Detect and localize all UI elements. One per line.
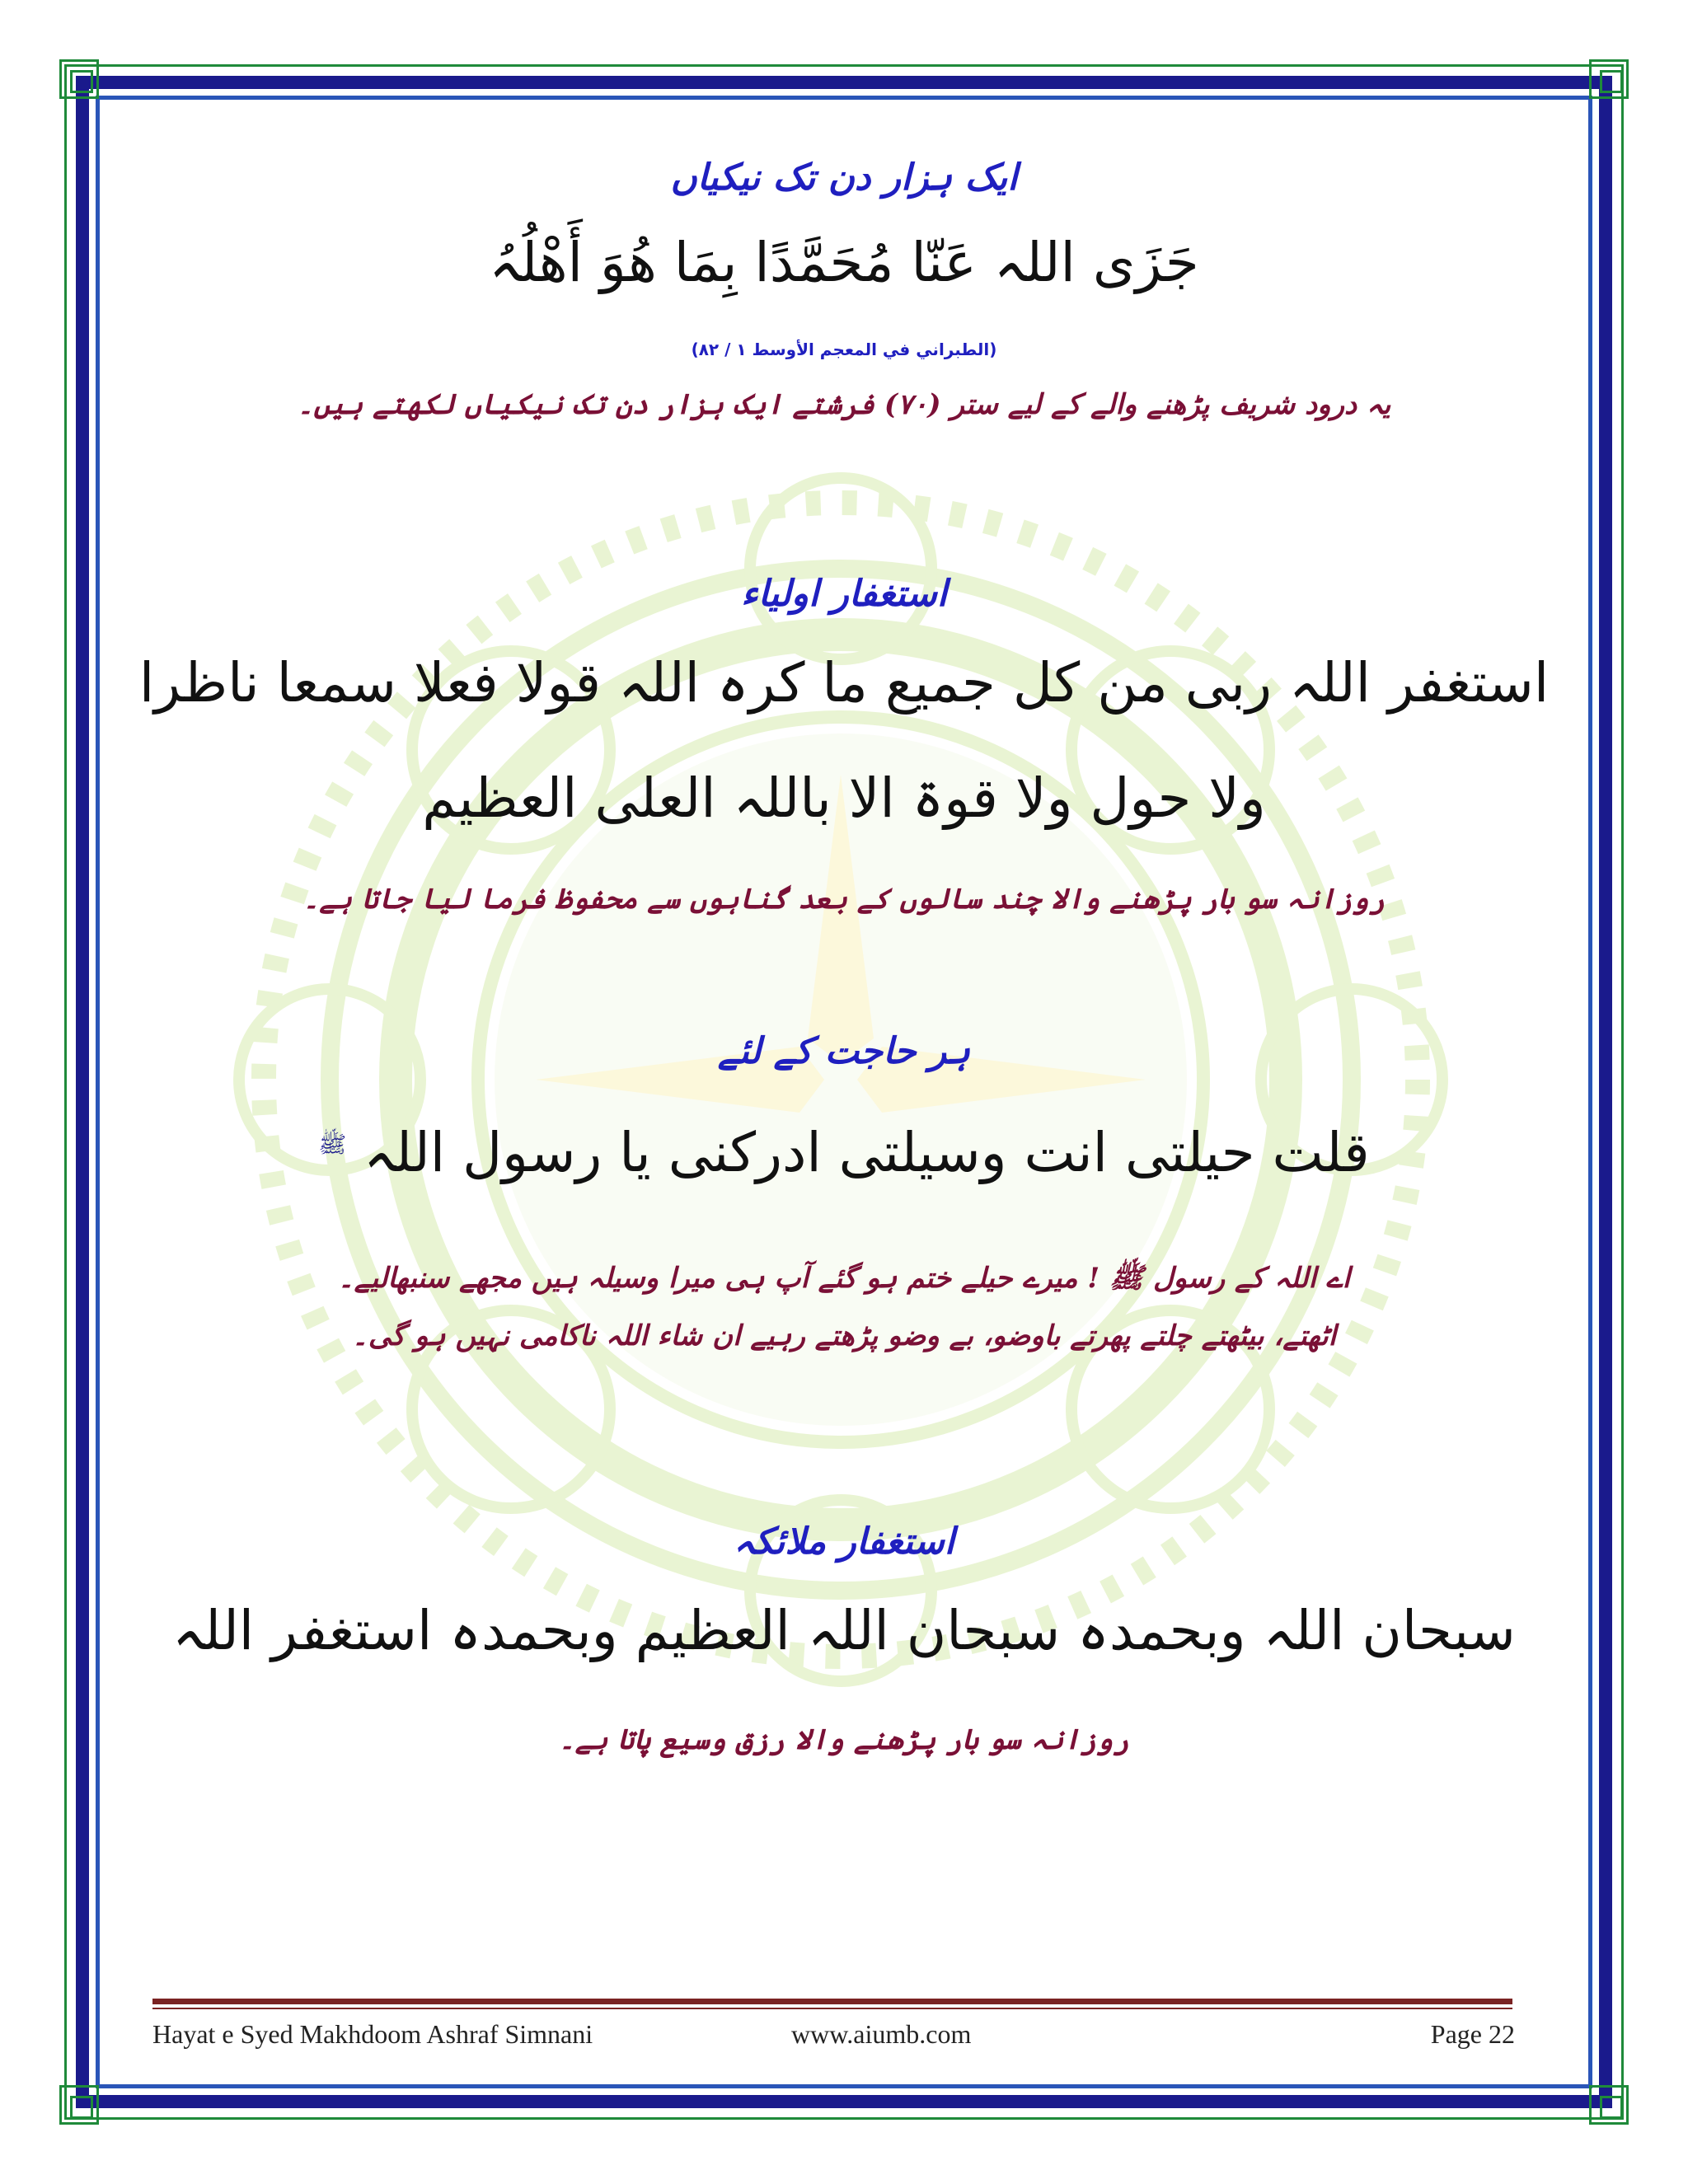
urdu-text-4: روزانہ سو بار پڑھنے والا رزق وسیع پاتا ہے۔ xyxy=(558,1723,1130,1756)
urdu-text-2: روزانہ سو بار پڑھنے والا چند سالوں کے بعد گناہوں سے محفوظ فرما لیا جاتا ہے۔ xyxy=(302,883,1386,916)
arabic-text-3-body: قلت حیلتی انت وسیلتی ادرکنی یا رسول اللہ xyxy=(363,1121,1370,1184)
page-content xyxy=(115,115,1573,2011)
arabic-text-2-line1: استغفر اللہ ربی من کل جمیع ما کرہ اللہ قولا فعلا سمعا ناظرا xyxy=(138,651,1550,715)
arabic-text-2-line2: ولا حول ولا قوۃ الا باللہ العلی العظیم xyxy=(422,766,1266,830)
honorific-glyph: ﷺ xyxy=(318,1131,347,1158)
footer-page-number: Page 22 xyxy=(1430,2019,1515,2049)
arabic-text-4: سبحان اللہ وبحمدہ سبحان اللہ العظیم وبحمدہ استغفر اللہ xyxy=(172,1599,1516,1662)
urdu-text-3-line2: اٹھتے، بیٹھتے چلتے پھرتے باوضو، بے وضو پڑھتے رہیے ان شاء اللہ ناکامی نہیں ہو گی۔ xyxy=(351,1319,1337,1352)
arabic-text-3 xyxy=(115,1121,1573,1184)
section-heading-1: ایک ہزار دن تک نیکیاں xyxy=(670,157,1018,199)
footer-website[interactable]: www.aiumb.com xyxy=(791,2019,972,2049)
footer-rule-thin xyxy=(152,2008,1512,2009)
corner-ornament-bottom-left xyxy=(59,2085,99,2125)
section-heading-3: ہر حاجت کے لئے xyxy=(717,1030,971,1072)
urdu-text-3-line1: اے اللہ کے رسول ﷺ ! میرے حیلے ختم ہو گئے آپ ہی میرا وسیلہ ہیں مجھے سنبھالیے۔ xyxy=(337,1262,1351,1295)
urdu-text-1: یہ درود شریف پڑھنے والے کے لیے ستر (۷۰) فرشتے ایک ہزار دن تک نیکیاں لکھتے ہیں۔ xyxy=(297,388,1391,421)
corner-ornament-bottom-right xyxy=(1589,2085,1629,2125)
section-heading-4: استغفار ملائکہ xyxy=(734,1521,954,1563)
hadith-reference: (الطبراني في المعجم الأوسط ۱ / ۸۲) xyxy=(691,340,997,359)
corner-ornament-top-right xyxy=(1589,59,1629,99)
arabic-text-1: جَزَی اللہ عَنّا مُحَمَّدًا بِمَا ھُوَ أَھْلُہُ xyxy=(489,231,1199,294)
footer-book-title: Hayat e Syed Makhdoom Ashraf Simnani xyxy=(152,2019,593,2049)
corner-ornament-top-left xyxy=(59,59,99,99)
section-heading-2: استغفار اولیاء xyxy=(740,573,948,615)
footer-rule xyxy=(152,1999,1512,2004)
